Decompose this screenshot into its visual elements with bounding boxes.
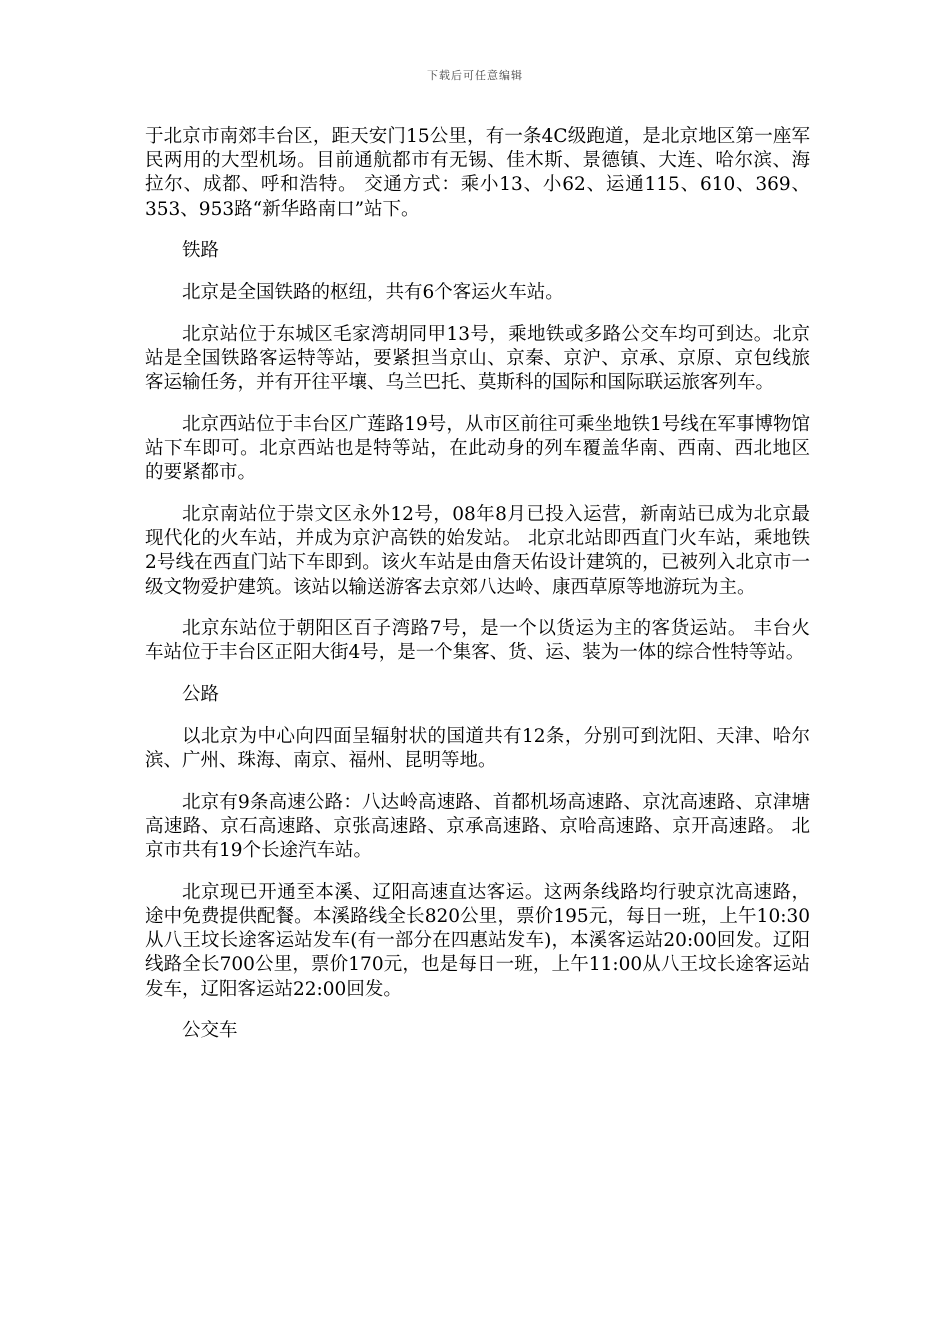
paragraph-beijing-east-fengtai-station: 北京东站位于朝阳区百子湾路7号，是一个以货运为主的客货运站。 丰台火车站位于丰台区正阳大街4号，是一个集客、货、运、装为一体的综合性特等站。 xyxy=(145,618,810,664)
paragraph-airport-info: 于北京市南郊丰台区，距天安门15公里，有一条4C级跑道，是北京地区第一座军民两用的大型机场。目前通航都市有无锡、佳木斯、景德镇、大连、哈尔滨、海拉尔、成都、呼和浩特。 交通方式：乘小13、小62、运通115、610、369、353、953路“新华路南口”站下。 xyxy=(145,126,810,220)
paragraph-national-roads: 以北京为中心向四面呈辐射状的国道共有12条，分别可到沈阳、天津、哈尔滨、广州、珠海、南京、福州、昆明等地。 xyxy=(145,725,810,772)
paragraph-bus-routes-benxi-liaoyang: 北京现已开通至本溪、辽阳高速直达客运。这两条线路均行驶京沈高速路，途中免费提供配餐。本溪路线全长820公里，票价195元，每日一班，上午10:30从八王坟长途客运站发车(有一部分在四惠站发车)，本溪客运站20:00回发。辽阳线路全长700公里，票价170元，也是每日一班，上午11:00从八王坟长途客运站发车，辽阳客运站22:00回发。 xyxy=(145,881,810,1000)
paragraph-beijing-station: 北京站位于东城区毛家湾胡同甲13号，乘地铁或多路公交车均可到达。北京站是全国铁路客运特等站，要紧担当京山、京秦、京沪、京承、京原、京包线旅客运输任务，并有开往平壤、乌兰巴托、莫斯科的国际和国际联运旅客列车。 xyxy=(145,323,810,394)
document-body xyxy=(145,125,810,1061)
paragraph-beijing-south-north-station: 北京南站位于崇文区永外12号，08年8月已投入运营，新南站已成为北京最现代化的火车站，并成为京沪高铁的始发站。 北京北站即西直门火车站，乘地铁2号线在西直门站下车即到。该火车站是由詹天佑设计建筑的，已被列入北京市一级文物爱护建筑。该站以输送游客去京郊八达岭、康西草原等地游玩为主。 xyxy=(145,503,810,598)
paragraph-beijing-west-station: 北京西站位于丰台区广莲路19号，从市区前往可乘坐地铁1号线在军事博物馆站下车即可。北京西站也是特等站，在此动身的列车覆盖华南、西南、西北地区的要紧都市。 xyxy=(145,413,810,484)
page-header: 下载后可任意编辑 xyxy=(427,69,523,82)
section-heading-highway: 公路 xyxy=(182,684,220,706)
section-heading-bus: 公交车 xyxy=(182,1020,238,1042)
paragraph-expressways: 北京有9条高速公路：八达岭高速路、首都机场高速路、京沈高速路、京津塘高速路、京石高速路、京张高速路、京承高速路、京哈高速路、京开高速路。 北京市共有19个长途汽车站。 xyxy=(145,791,810,862)
section-heading-railway: 铁路 xyxy=(182,240,220,262)
paragraph-railway-hub: 北京是全国铁路的枢纽，共有6个客运火车站。 xyxy=(182,282,564,304)
